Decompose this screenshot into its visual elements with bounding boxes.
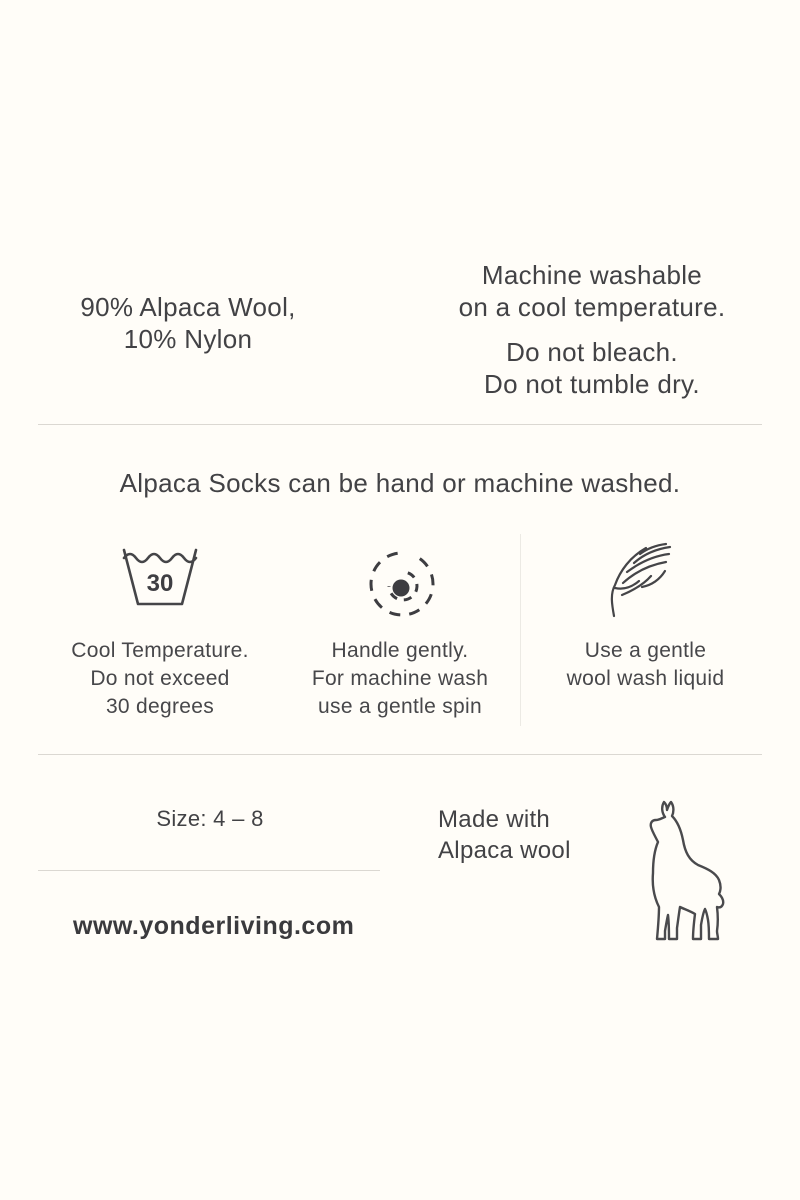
wash-tub-30-icon <box>118 544 202 610</box>
made-with-line: Alpaca wool <box>438 837 571 864</box>
caption-line: For machine wash <box>311 667 489 690</box>
care-summary-line: Do not tumble dry. <box>484 369 700 399</box>
care-summary-line: Do not bleach. <box>506 337 678 367</box>
care-summary-paragraph <box>440 336 744 400</box>
caption-line: wool wash liquid <box>566 667 725 690</box>
care-summary-line: on a cool temperature. <box>458 292 726 322</box>
composition-line: 90% Alpaca Wool, <box>80 292 296 322</box>
caption-line: Cool Temperature. <box>71 639 249 662</box>
composition-text <box>48 291 328 355</box>
alpaca-icon <box>640 800 738 950</box>
care-column-caption <box>528 637 763 693</box>
column-divider <box>520 534 521 726</box>
divider <box>38 870 380 871</box>
caption-line: Use a gentle <box>584 639 707 662</box>
wash-temperature-label: 30 <box>146 570 174 597</box>
care-summary-line: Machine washable <box>481 260 703 290</box>
made-with-line: Made with <box>438 806 551 833</box>
made-with-text <box>438 804 638 866</box>
caption-line: Do not exceed <box>90 667 230 690</box>
care-column-caption <box>280 637 520 721</box>
care-summary-text <box>440 259 744 400</box>
divider <box>38 754 762 755</box>
composition-line: 10% Nylon <box>123 324 253 354</box>
feather-icon <box>594 538 686 620</box>
caption-line: use a gentle spin <box>318 695 482 718</box>
wash-heading: Alpaca Socks can be hand or machine washed. <box>119 468 681 498</box>
caption-line: Handle gently. <box>331 639 469 662</box>
size-label: Size: 4 – 8 <box>156 806 264 831</box>
gentle-spin-icon <box>362 544 442 624</box>
care-summary-paragraph <box>440 259 744 323</box>
care-column-caption <box>40 637 280 721</box>
caption-line: 30 degrees <box>105 695 215 718</box>
website-url: www.yonderliving.com <box>73 912 355 940</box>
divider <box>38 424 762 425</box>
